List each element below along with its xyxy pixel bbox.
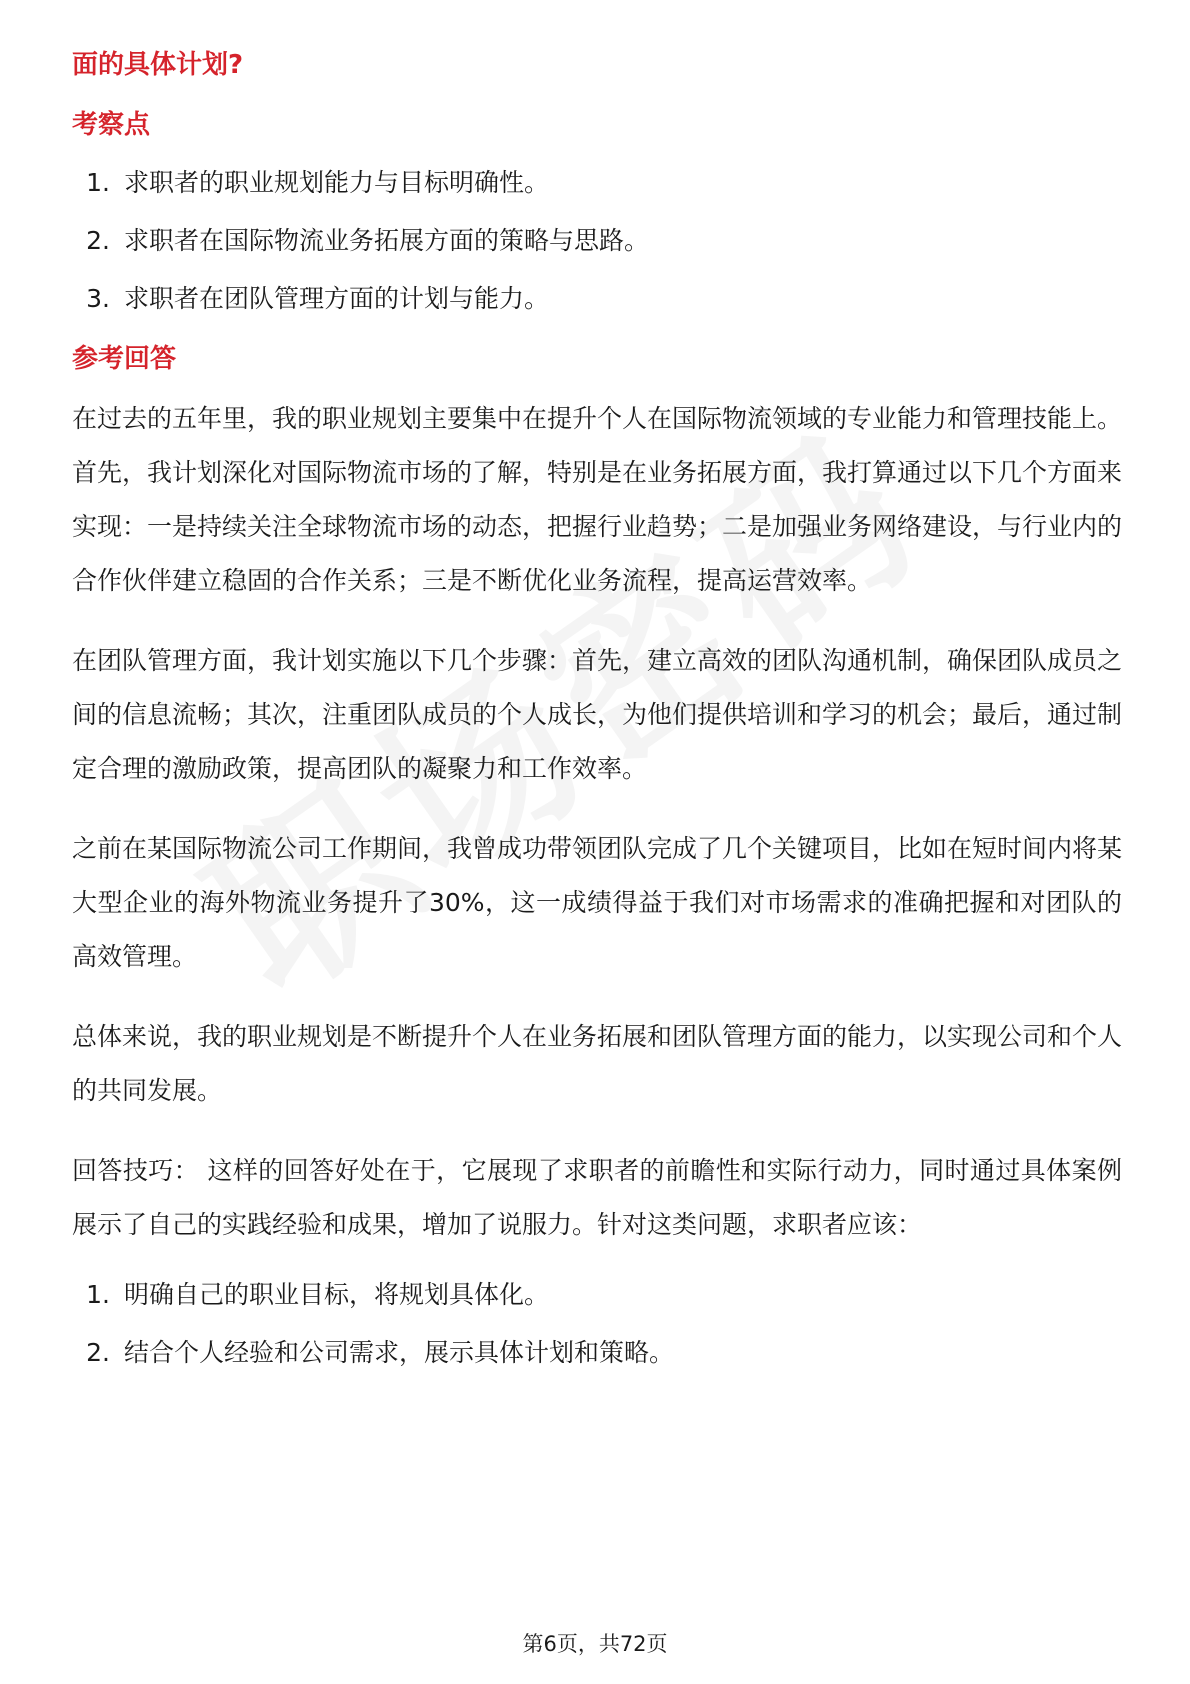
page-content [72,46,1122,1394]
question-heading-continuation: 面的具体计划? [72,50,244,80]
section-title-assessment-points: 考察点 [72,110,151,140]
list-item-number: 3. [86,284,110,313]
list-item [72,166,1122,200]
list-item-text: 求职者在团队管理方面的计划与能力。 [124,284,550,313]
answer-tips-paragraph: 回答技巧： 这样的回答好处在于，它展现了求职者的前瞻性和实际行动力，同时通过具体案例展示了自己的实践经验和成果，增加了说服力。针对这类问题，求职者应该： [72,1156,1122,1239]
list-item-number: 1. [86,168,110,197]
answer-paragraph: 之前在某国际物流公司工作期间，我曾成功带领团队完成了几个关键项目，比如在短时间内将某大型企业的海外物流业务提升了30%，这一成绩得益于我们对市场需求的准确把握和对团队的高效管理。 [72,834,1123,971]
list-item [72,282,1122,316]
list-item-text: 明确自己的职业目标，将规划具体化。 [124,1280,550,1309]
assessment-points-list [72,166,1122,316]
list-item-text: 求职者在国际物流业务拓展方面的策略与思路。 [124,226,650,255]
list-item [72,224,1122,258]
list-item [72,1336,1122,1370]
list-item [72,1278,1122,1312]
list-item-number: 2. [86,226,110,255]
list-item-text: 结合个人经验和公司需求，展示具体计划和策略。 [124,1338,675,1367]
list-item-number: 2. [86,1338,110,1367]
tips-list [72,1278,1122,1370]
answer-paragraph: 在过去的五年里，我的职业规划主要集中在提升个人在国际物流领域的专业能力和管理技能上。首先，我计划深化对国际物流市场的了解，特别是在业务拓展方面，我打算通过以下几个方面来实现：一是持续关注全球物流市场的动态，把握行业趋势；二是加强业务网络建设，与行业内的合作伙伴建立稳固的合作关系；三是不断优化业务流程，提高运营效率。 [72,404,1123,595]
list-item-number: 1. [86,1280,110,1309]
page-number-footer: 第6页，共72页 [522,1632,668,1656]
section-title-reference-answer: 参考回答 [72,344,177,374]
answer-paragraph: 总体来说，我的职业规划是不断提升个人在业务拓展和团队管理方面的能力，以实现公司和个人的共同发展。 [72,1022,1123,1105]
list-item-text: 求职者的职业规划能力与目标明确性。 [124,168,550,197]
answer-paragraph: 在团队管理方面，我计划实施以下几个步骤：首先，建立高效的团队沟通机制，确保团队成员之间的信息流畅；其次，注重团队成员的个人成长，为他们提供培训和学习的机会；最后，通过制定合理的激励政策，提高团队的凝聚力和工作效率。 [72,646,1123,783]
